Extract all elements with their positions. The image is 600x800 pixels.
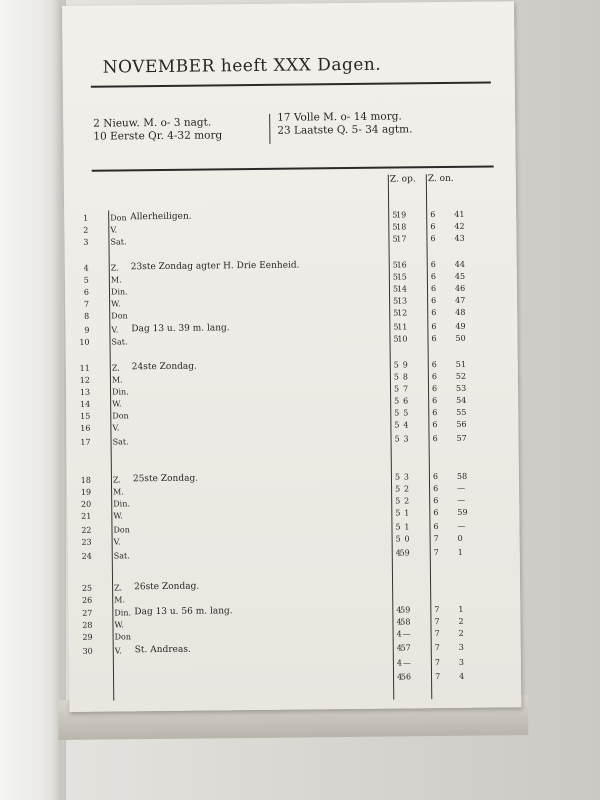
cell-day: 8 [84,311,90,321]
cell-up-m: 15 [396,272,407,282]
cell-weekday: M. [113,487,124,497]
cell-up-m: 5 [403,408,409,418]
cell-up-h: 4 [395,548,401,558]
cell-down-h: 7 [434,605,440,615]
cell-up-m: 57 [400,643,411,653]
cell-up-h: 5 [395,484,401,494]
cell-weekday: Din. [110,287,128,297]
cell-day: 11 [79,363,90,373]
cell-weekday: M. [111,375,123,385]
cell-up-h: 4 [396,629,402,639]
cell-day: 19 [80,487,92,497]
cell-down-h: 6 [431,308,437,318]
cell-up-h: 5 [394,434,400,444]
cell-down-h: 6 [430,272,436,282]
cell-weekday: M. [114,595,126,605]
header-rule [92,165,494,171]
cell-up-h: 5 [392,272,398,282]
cell-day: 17 [80,437,91,447]
cell-down-m: 51 [455,359,467,369]
cell-day: 22 [81,525,92,535]
cell-down-m: 59 [457,507,468,517]
cell-up-h: 5 [393,334,399,344]
cell-up-m: 58 [400,617,411,627]
cell-down-h: 7 [434,658,441,668]
cell-down-m: 45 [454,271,466,281]
cell-day: 4 [83,263,89,273]
cell-up-m: 2 [404,496,410,506]
moon-phase: 17 Volle M. o- 14 morg. [277,110,402,124]
cell-weekday: Don [112,411,129,421]
cell-down-m: 47 [455,295,466,305]
cell-day: 14 [79,399,91,409]
cell-up-m: 17 [396,234,407,244]
cell-up-h: 4 [396,643,402,653]
cell-down-m: 53 [455,383,467,393]
cell-desc: Dag 13 u. 39 m. lang. [131,323,230,335]
cell-down-m: 4 [458,671,465,681]
title-rule [91,82,491,88]
cell-down-m: 42 [454,221,465,231]
cell-up-m: — [402,629,411,639]
cell-day: 1 [83,213,89,223]
cell-desc: 25ste Zondag. [132,473,199,485]
cell-up-m: 3 [403,434,409,444]
cell-up-h: 5 [393,308,399,318]
cell-down-m: 55 [456,407,467,417]
cell-down-m: 3 [458,657,465,667]
cell-up-h: 5 [393,360,399,370]
cell-up-h: 4 [396,617,402,627]
cell-down-h: 6 [433,484,439,494]
cell-up-h: 4 [396,605,402,615]
cell-down-h: 6 [430,284,437,294]
cell-up-m: 16 [396,260,407,270]
cell-up-h: 4 [396,672,403,682]
cell-weekday: Din. [111,387,129,397]
cell-day: 15 [80,411,91,421]
cell-down-m: 58 [456,471,468,481]
cell-weekday: Z. [110,263,119,273]
cell-up-m: 7 [402,384,409,394]
cell-day: 30 [82,646,93,656]
cell-desc: 26ste Zondag. [134,581,200,593]
cell-up-m: 11 [397,322,408,332]
cell-down-m: 3 [458,642,464,652]
cell-weekday: V. [110,225,118,235]
cell-day: 24 [81,551,92,561]
cell-day: 28 [82,620,93,630]
cell-weekday: Don [111,311,128,321]
cell-down-m: 54 [456,395,467,405]
moon-phase: 2 Nieuw. M. o- 3 nagt. [93,116,212,130]
cell-down-h: 7 [434,643,440,653]
cell-weekday: Don [114,632,132,642]
cell-weekday: W. [114,620,124,630]
cell-down-h: 7 [434,629,440,639]
cell-up-m: 2 [403,484,410,494]
cell-down-m: 2 [458,616,464,626]
cell-day: 3 [83,237,89,247]
cell-day: 9 [84,325,90,335]
cell-day: 25 [81,583,93,593]
moon-phase: 10 Eerste Qr. 4-32 morg [93,129,223,143]
cell-weekday: W. [111,299,121,309]
cell-weekday: Din. [114,608,132,618]
cell-weekday: Z. [112,475,121,485]
cell-down-m: 48 [455,307,466,317]
cell-down-h: 6 [431,296,437,306]
cell-down-m: 0 [457,533,463,543]
cell-down-h: 7 [433,534,439,544]
cell-day: 13 [79,387,91,397]
cell-up-h: 5 [394,408,400,418]
sun-column-rule [426,174,432,699]
cell-weekday: V. [112,423,120,433]
cell-up-m: 4 [403,420,409,430]
cell-up-h: 5 [392,222,398,232]
cell-up-h: 5 [394,472,401,482]
cell-down-h: 6 [432,420,438,430]
cell-up-h: 5 [392,210,398,220]
cell-down-h: 6 [432,434,438,444]
cell-up-m: 59 [399,548,410,558]
cell-down-h: 6 [430,260,436,270]
cell-day: 23 [81,537,92,547]
cell-desc: 23ste Zondag agter H. Drie Eenheid. [130,260,300,273]
cell-down-m: — [457,483,466,493]
cell-down-h: 6 [432,396,438,406]
cell-weekday: Din. [113,499,130,509]
cell-up-m: 8 [402,372,408,382]
cell-weekday: V. [114,646,122,656]
cell-up-h: 5 [393,296,399,306]
cell-day: 6 [83,287,90,297]
cell-up-m: 14 [396,284,408,294]
cell-day: 27 [82,608,93,618]
cell-up-m: 18 [396,222,407,232]
cell-up-h: 5 [392,284,399,294]
cell-day: 16 [80,423,91,433]
cell-up-m: 10 [397,334,408,344]
cell-day: 29 [82,632,93,642]
cell-day: 10 [79,337,90,347]
cell-day: 18 [80,475,92,485]
cell-day: 2 [83,225,89,235]
cell-down-h: 6 [431,360,437,370]
cell-desc: Dag 13 u. 56 m. lang. [134,606,233,618]
cell-up-h: 5 [395,508,401,518]
cell-down-m: 43 [454,233,465,243]
cell-up-h: 5 [393,372,400,382]
cell-down-m: 57 [456,433,467,443]
cell-down-h: 6 [431,322,437,332]
cell-day: 12 [79,375,90,385]
cell-up-m: 0 [404,534,410,544]
column-header-sunrise: Z. op. [389,174,416,185]
cell-down-m: — [457,495,466,505]
cell-down-m: 44 [454,259,465,269]
moon-divider [269,114,270,144]
cell-up-m: 9 [402,360,408,370]
cell-day: 21 [81,511,92,521]
cell-down-h: 6 [433,496,439,506]
cell-weekday: Don [113,525,130,535]
cell-day: 20 [80,499,92,509]
cell-up-m: 6 [403,396,409,406]
cell-day: 26 [81,595,93,605]
cell-down-h: 6 [430,210,436,220]
cell-up-h: 5 [395,534,401,544]
cell-down-m: 2 [458,628,464,638]
column-header-sunset: Z. on. [427,173,454,185]
cell-desc: Allerheiligen. [130,211,192,223]
cell-weekday: M. [110,275,122,285]
cell-down-m: 41 [454,209,465,219]
cell-desc: 24ste Zondag. [131,361,197,373]
cell-up-m: 13 [396,296,408,306]
cell-weekday: W. [112,399,122,409]
cell-down-m: 46 [454,283,466,293]
cell-weekday: Don [110,213,127,223]
cell-up-h: 5 [393,384,400,394]
cell-down-h: 6 [432,408,438,418]
almanac-page [62,1,521,712]
cell-down-m: 52 [455,371,467,381]
cell-weekday: Sat. [111,337,128,347]
cell-up-m: 19 [395,210,407,220]
cell-weekday: Sat. [110,237,127,247]
cell-weekday: Z. [114,583,123,593]
cell-up-h: 5 [393,322,399,332]
cell-down-m: 56 [456,419,467,429]
cell-up-m: 56 [400,672,412,682]
cell-up-h: 5 [394,396,400,406]
cell-down-h: 7 [434,617,440,627]
cell-down-m: 49 [455,321,466,331]
cell-up-h: 5 [394,420,400,430]
cell-up-h: 4 [396,658,403,668]
cell-up-h: 5 [392,234,398,244]
cell-down-m: 1 [457,547,463,557]
cell-down-h: 6 [432,472,439,482]
cell-down-h: 6 [430,222,436,232]
cell-up-h: 5 [395,496,401,506]
cell-up-h: 5 [392,260,398,270]
cell-up-m: 59 [400,605,411,615]
cell-down-h: 6 [430,234,436,244]
cell-down-m: 1 [458,604,464,614]
cell-down-h: 6 [433,522,439,532]
cell-weekday: W. [113,511,123,521]
cell-up-m: 1 [404,508,410,518]
cell-down-h: 6 [431,372,438,382]
cell-up-h: 5 [395,522,401,532]
cell-down-h: 6 [431,384,438,394]
cell-up-m: 3 [403,472,409,482]
cell-up-m: 12 [396,308,408,318]
cell-desc: St. Andreas. [134,644,191,656]
cell-down-m: — [457,521,466,531]
cell-down-h: 7 [434,672,441,682]
cell-down-h: 6 [431,334,437,344]
cell-down-h: 7 [433,548,439,558]
cell-weekday: Z. [111,363,120,373]
cell-up-m: — [402,658,411,668]
cell-up-m: 1 [404,522,410,532]
cell-weekday: V. [111,325,119,335]
cell-weekday: Sat. [112,437,129,447]
moon-phase: 23 Laatste Q. 5- 34 agtm. [277,123,413,137]
cell-day: 7 [83,299,90,309]
cell-weekday: V. [113,537,121,547]
cell-weekday: Sat. [113,551,130,561]
page-title: NOVEMBER heeft XXX Dagen. [102,54,382,78]
cell-down-m: 50 [455,333,466,343]
cell-down-h: 6 [433,508,439,518]
cell-day: 5 [83,275,89,285]
